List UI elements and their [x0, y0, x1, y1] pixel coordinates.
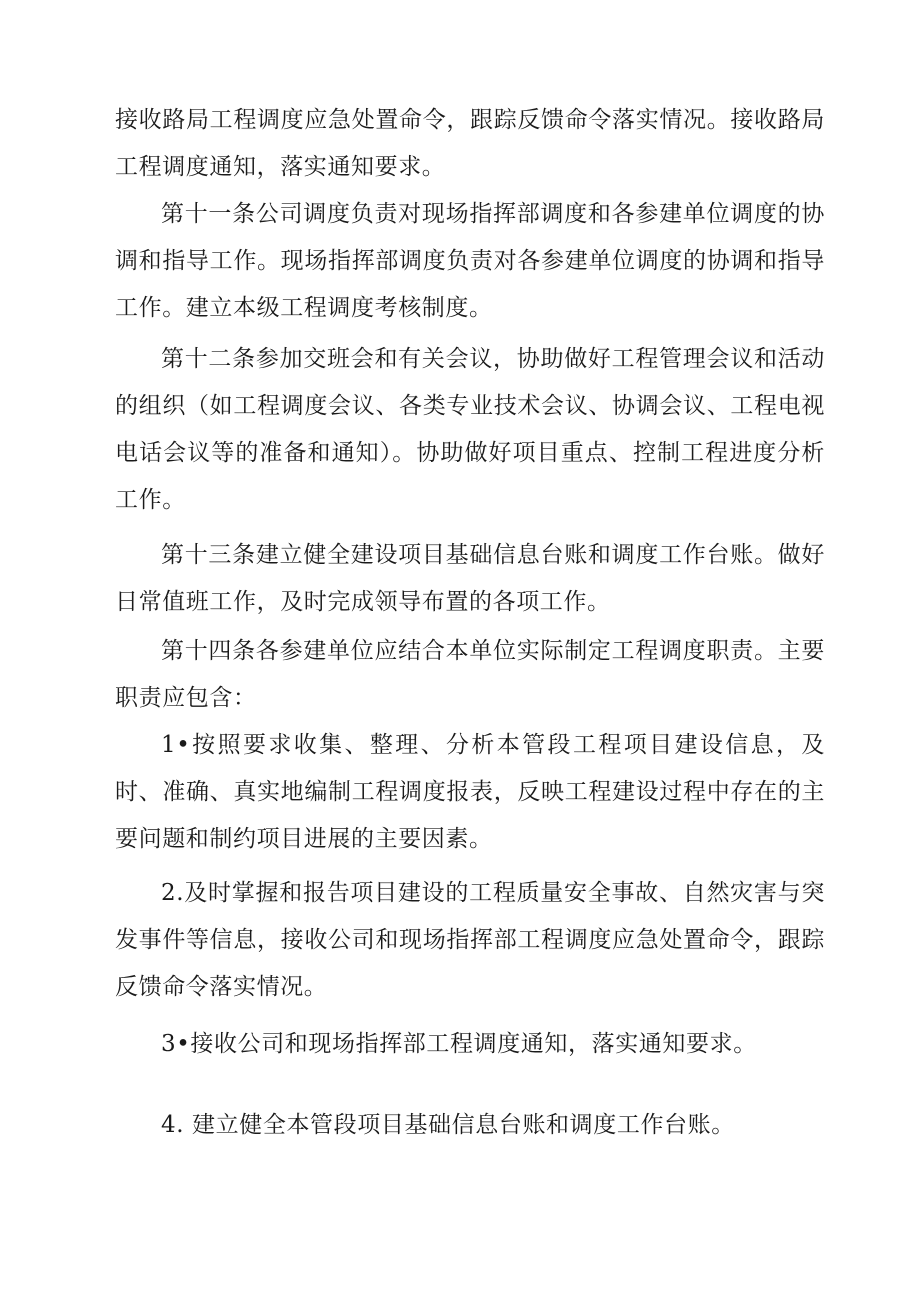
paragraph-article-14: 第十四条各参建单位应结合本单位实际制定工程调度职责。主要职责应包含：: [115, 638, 825, 711]
paragraph-continuation: 接收路局工程调度应急处置命令，跟踪反馈命令落实情况。接收路局工程调度通知，落实通知要求。: [115, 107, 825, 180]
list-item-4: 4. 建立健全本管段项目基础信息台账和调度工作台账。: [161, 1112, 735, 1138]
paragraph-article-11: 第十一条公司调度负责对现场指挥部调度和各参建单位调度的协调和指导工作。现场指挥部调度负责对各参建单位调度的协调和指导工作。建立本级工程调度考核制度。: [115, 201, 825, 321]
paragraph-article-13: 第十三条建立健全建设项目基础信息台账和调度工作台账。做好日常值班工作，及时完成领导布置的各项工作。: [115, 542, 825, 615]
list-item-2: 2.及时掌握和报告项目建设的工程质量安全事故、自然灾害与突发事件等信息，接收公司和现场指挥部工程调度应急处置命令，跟踪反馈命令落实情况。: [115, 880, 825, 1000]
list-item-1: 1•按照要求收集、整理、分析本管段工程项目建设信息，及时、准确、真实地编制工程调度报表，反映工程建设过程中存在的主要问题和制约项目进展的主要因素。: [115, 732, 825, 852]
list-item-3: 3•接收公司和现场指挥部工程调度通知，落实通知要求。: [161, 1031, 757, 1057]
paragraph-article-12: 第十二条参加交班会和有关会议，协助做好工程管理会议和活动的组织（如工程调度会议、各类专业技术会议、协调会议、工程电视电话会议等的准备和通知）。协助做好项目重点、控制工程进度分析工作。: [115, 346, 825, 513]
